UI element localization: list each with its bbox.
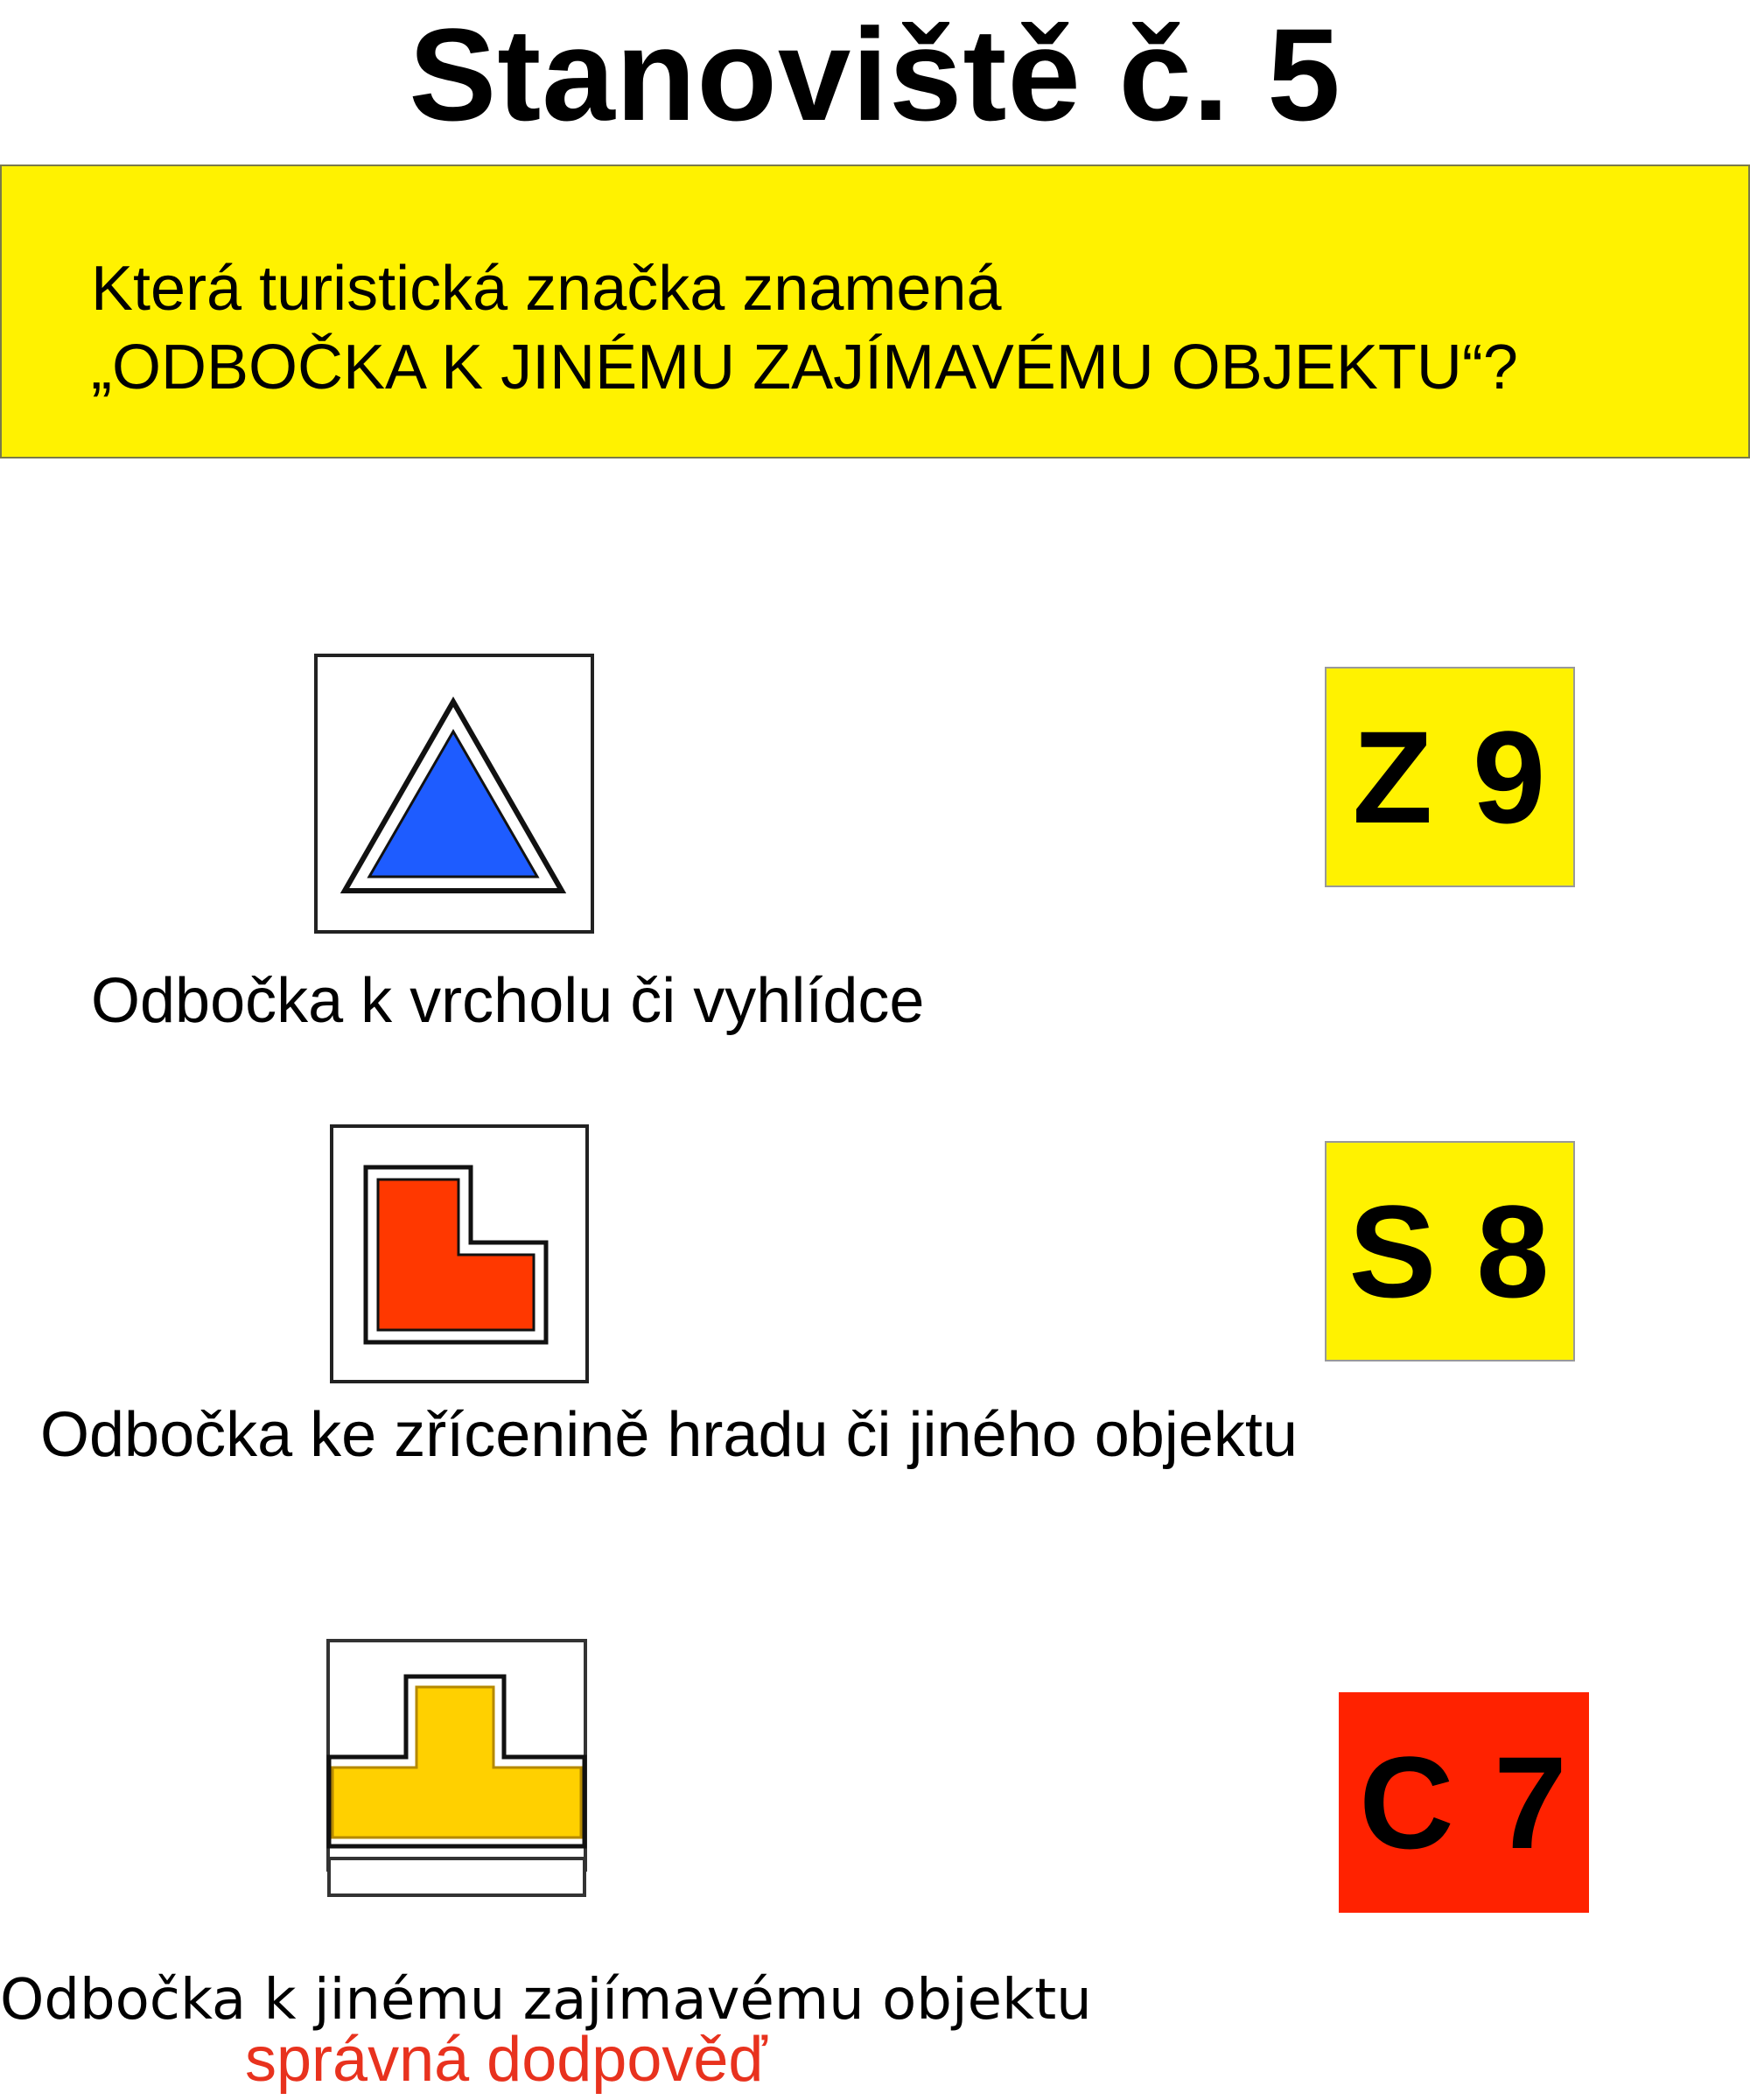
option-label-1: Odbočka k vrcholu či vyhlídce — [91, 966, 925, 1036]
red-l-shape-sign-icon — [329, 1124, 590, 1384]
yellow-t-shape-sign-icon — [326, 1638, 590, 1900]
option-code-3 — [1339, 1692, 1589, 1913]
option-code-1 — [1325, 667, 1575, 887]
option-label-3: Odbočka k jinému zajímavému objektu — [0, 1968, 1092, 2033]
page-title: Stanoviště č. 5 — [409, 1, 1341, 148]
option-code-2 — [1325, 1141, 1575, 1362]
question-line-1: Která turistická značka znamená — [91, 254, 1002, 324]
option-code-text-1: Z 9 — [1352, 703, 1548, 850]
correct-answer-note: správná dodpověď — [245, 2025, 767, 2095]
blue-triangle-sign-icon — [313, 653, 595, 934]
option-code-text-3: C 7 — [1359, 1728, 1569, 1876]
option-code-text-2: S 8 — [1348, 1177, 1551, 1325]
question-line-2: „ODBOČKA K JINÉMU ZAJÍMAVÉMU OBJEKTU“? — [91, 332, 1518, 402]
question-box — [0, 164, 1750, 458]
option-label-2: Odbočka ke zřícenině hradu či jiného objektu — [40, 1400, 1298, 1470]
